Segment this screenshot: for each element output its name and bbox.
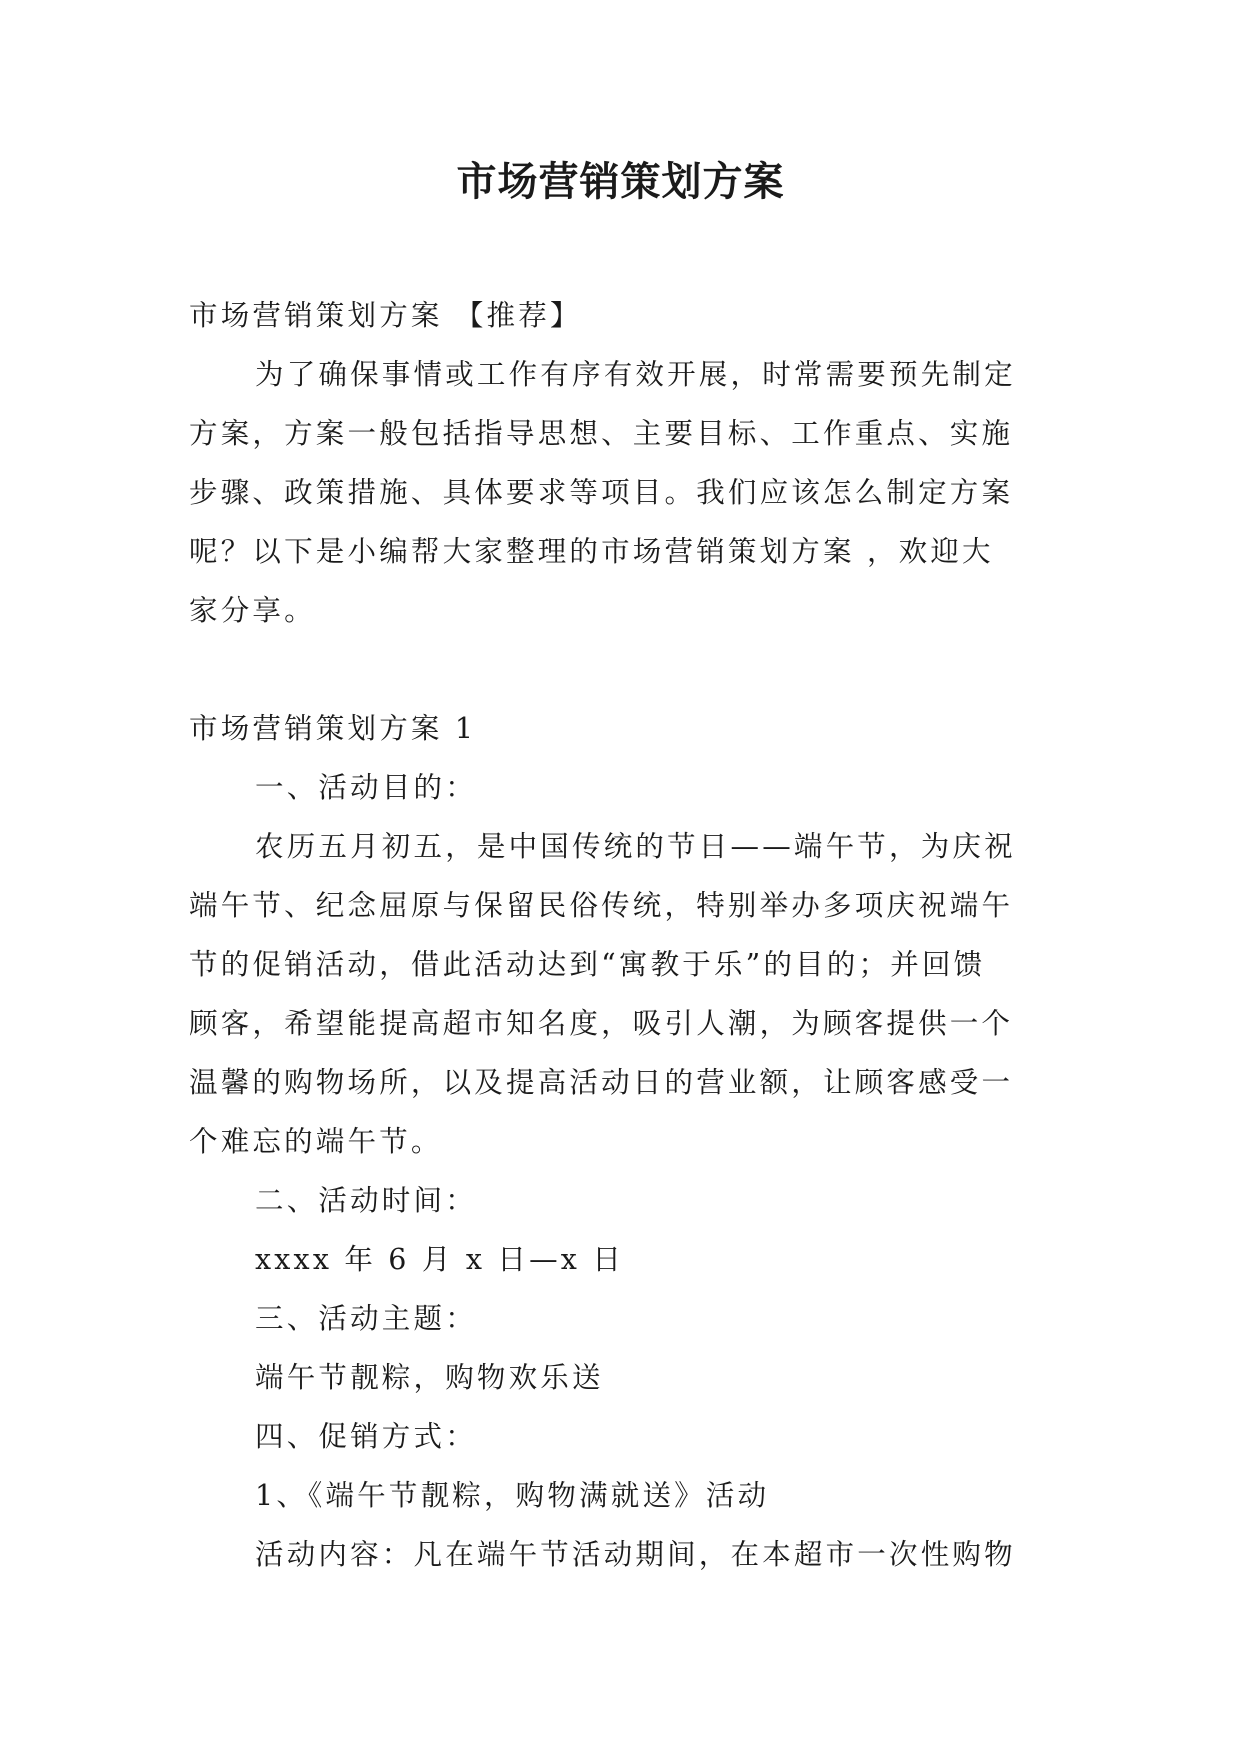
section-heading: 市场营销策划方案 1 [189,712,477,745]
item2-value: xxxx 年 6 月 x 日—x 日 [255,1243,625,1276]
item4-subheading: 1、《端午节靓粽，购物满就送》活动 [255,1479,770,1512]
document-title: 市场营销策划方案 [456,158,785,205]
intro-line: 家分享。 [189,594,316,627]
item3-heading: 三、活动主题： [255,1302,477,1335]
intro-line: 步骤、政策措施、具体要求等项目。我们应该怎么制定方案 [189,476,1014,509]
intro-paragraph [189,345,1057,640]
intro-line: 呢？以下是小编帮大家整理的市场营销策划方案 ，欢迎大 [189,535,994,568]
item3-value: 端午节靓粽，购物欢乐送 [255,1361,604,1394]
blank-line [189,640,1057,699]
intro-line: 为了确保事情或工作有序有效开展，时常需要预先制定 [255,358,1016,391]
item1-heading: 一、活动目的： [255,771,477,804]
item1-line: 农历五月初五，是中国传统的节日——端午节，为庆祝 [255,830,1016,863]
item1-line: 端午节、纪念屈原与保留民俗传统，特别举办多项庆祝端午 [189,889,1014,922]
item2-heading: 二、活动时间： [255,1184,477,1217]
document-subtitle: 市场营销策划方案 【推荐】 [189,299,582,332]
item1-paragraph [189,817,1057,1171]
item4-heading: 四、促销方式： [255,1420,477,1453]
intro-line: 方案，方案一般包括指导思想、主要目标、工作重点、实施 [189,417,1014,450]
item1-line: 节的促销活动，借此活动达到“寓教于乐”的目的；并回馈 [189,948,986,981]
document-body [189,286,1057,1584]
item1-line: 顾客，希望能提高超市知名度，吸引人潮，为顾客提供一个 [189,1007,1014,1040]
item1-line: 温馨的购物场所，以及提高活动日的营业额，让顾客感受一 [189,1066,1014,1099]
item1-line: 个难忘的端午节。 [189,1125,443,1158]
item4-content: 活动内容：凡在端午节活动期间，在本超市一次性购物 [255,1538,1016,1571]
